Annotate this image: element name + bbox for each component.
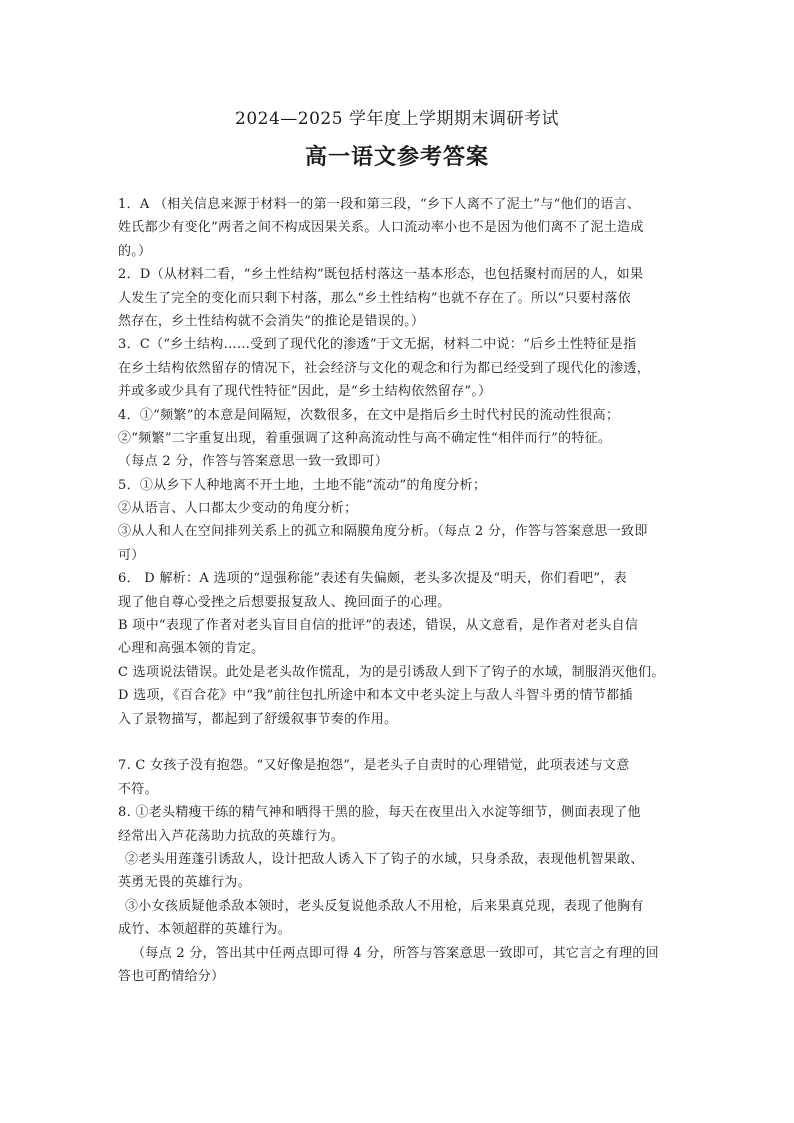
answer-line: 5．①从乡下人种地离不开土地，土地不能“流动”的角度分析； <box>118 477 487 493</box>
answer-line: （每点 2 分，答出其中任两点即可得 4 分，所答与答案意思一致即可，其它言之有理的回 <box>132 945 659 961</box>
answer-5 <box>118 474 678 568</box>
answer-4 <box>118 404 678 474</box>
answer-line: ②“频繁”二字重复出现，着重强调了这种高流动性与高不确定性“相伴而行”的特征。 <box>118 430 612 446</box>
answer-line: 答也可酌情给分） <box>118 968 225 984</box>
answer-line: B 项中“表现了作者对老头盲目自信的批评”的表述，错误，从文意看，是作者对老头自信 <box>118 618 639 634</box>
answer-line: （每点 2 分，作答与答案意思一致一致即可） <box>118 454 389 470</box>
answer-6 <box>118 567 678 731</box>
answer-3 <box>118 333 678 403</box>
answer-line: ②老头用莲蓬引诱敌人，设计把敌人诱入下了钩子的水域，只身杀敌，表现他机智果敢、 <box>125 851 644 867</box>
answer-line: D 选项，《百合花》中“我”前往包扎所途中和本文中老头淀上与敌人斗智斗勇的情节都插 <box>118 688 633 704</box>
answer-line: 不符。 <box>118 781 158 797</box>
document-title: 高一语文参考答案 <box>304 144 489 170</box>
answer-line: 现了他自尊心受挫之后想要报复敌人、挽回面子的心理。 <box>118 594 451 610</box>
answer-line: 在乡土结构依然留存的情况下，社会经济与文化的观念和行为都已经受到了现代化的渗透， <box>118 360 651 376</box>
answer-line: 姓氏都少有变化”两者之间不构成因果关系。人口流动率小也不是因为他们离不了泥土造成 <box>118 220 644 236</box>
answer-line: 心理和高强本领的肯定。 <box>118 641 265 657</box>
answer-line: 3．C（“乡土结构……受到了现代化的渗透”于文无据，材料二中说：“后乡土性特征是指 <box>118 337 637 353</box>
answer-line: 8. ①老头精瘦干练的精气神和晒得干黑的脸，每天在夜里出入水淀等细节，侧面表现了他 <box>118 805 641 821</box>
answer-line: 1．A （相关信息来源于材料一的第一段和第三段，“乡下人离不了泥土”与“他们的语言、 <box>118 197 641 212</box>
answer-7 <box>118 754 678 801</box>
answer-line: ③从人和人在空间排列关系上的孤立和隔膜角度分析。（每点 2 分，作答与答案意思一致即 <box>118 524 648 540</box>
exam-title: 2024—2025 学年度上学期期末调研考试 <box>235 109 559 129</box>
answer-1 <box>118 193 678 263</box>
answer-line: 人发生了完全的变化而只剩下村落，那么“乡土性结构”也就不存在了。所以“只要村落依 <box>118 290 631 306</box>
answer-line: 入了景物描写，都起到了舒缓叙事节奏的作用。 <box>118 711 398 727</box>
answer-2 <box>118 263 678 333</box>
answer-line: 的。） <box>118 243 152 259</box>
answer-line: ②从语言、人口都太少变动的角度分析； <box>118 501 358 517</box>
answer-line: 2．D（从材料二看，“乡土性结构”既包括村落这一基本形态，也包括聚村而居的人，如果 <box>118 267 644 283</box>
answer-line: C 选项说法错误。此处是老头故作慌乱，为的是引诱敌人到下了钩子的水域，制服消灭他们。 <box>118 664 665 680</box>
answer-line: 可） <box>118 547 145 563</box>
answer-line: 6． D 解析：A 选项的“逞强称能”表述有失偏颇，老头多次提及“明天，你们看吧”，表 <box>118 571 627 587</box>
answer-line: 7. C 女孩子没有抱怨。“又好像是抱怨”，是老头子自责时的心理错觉，此项表述与文意 <box>118 758 630 774</box>
answer-line: 英勇无畏的英雄行为。 <box>118 875 252 891</box>
paragraph-gap <box>118 731 678 754</box>
answer-line: ③小女孩质疑他杀敌本领时，老头反复说他杀敌人不用枪，后来果真兑现，表现了他胸有 <box>125 898 644 914</box>
answer-8 <box>118 801 678 988</box>
answer-body <box>118 193 678 988</box>
answer-line: 并或多或少具有了现代性特征”因此，是“乡土结构依然留存”。） <box>118 384 492 400</box>
answer-line: 成竹、本领超群的英雄行为。 <box>118 922 291 938</box>
answer-line: 经常出入芦花荡助力抗敌的英雄行为。 <box>118 828 345 844</box>
answer-line: 4．①“频繁”的本意是间隔短，次数很多，在文中是指后乡土时代村民的流动性很高； <box>118 407 620 423</box>
answer-line: 然存在，乡土性结构就不会消失”的推论是错误的。） <box>118 313 425 329</box>
